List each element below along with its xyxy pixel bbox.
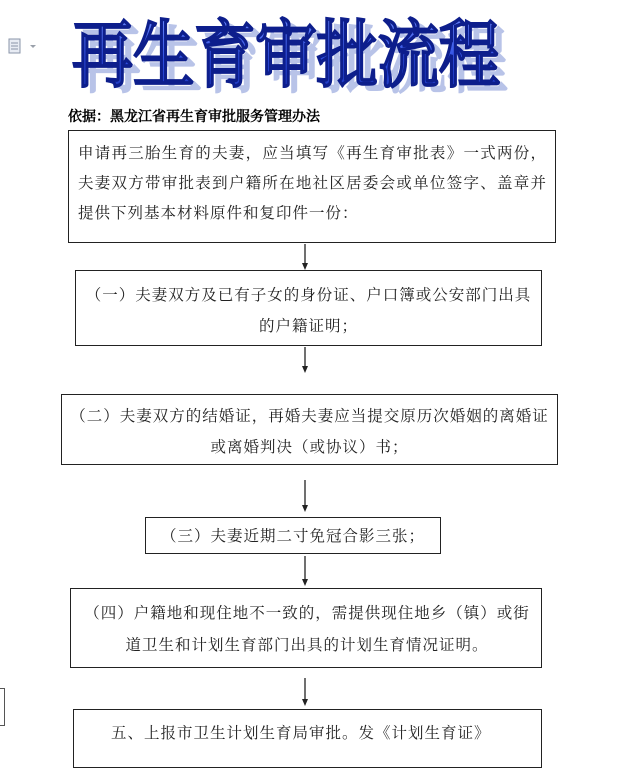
page-edge-marker xyxy=(0,688,5,726)
title-shadow: 再生育审批流程 xyxy=(80,19,508,96)
flow-arrow-4 xyxy=(304,556,306,586)
basis-line: 依据：黑龙江省再生育审批服务管理办法 xyxy=(68,109,320,125)
flow-arrow-1 xyxy=(304,244,306,270)
flow-arrow-5 xyxy=(304,678,306,706)
flow-step-photos: （三）夫妻近期二寸免冠合影三张； xyxy=(145,517,441,554)
document-icon[interactable] xyxy=(8,38,38,54)
flow-step-residence-certificate: （四）户籍地和现住地不一致的，需提供现住地乡（镇）或街道卫生和计划生育部门出具的计划生育情况证明。 xyxy=(70,588,542,668)
flow-step-id-documents: （一）夫妻双方及已有子女的身份证、户口簿或公安部门出具的户籍证明； xyxy=(75,270,542,346)
flow-step-approval: 五、上报市卫生计划生育局审批。发《计划生育证》 xyxy=(73,709,542,768)
flow-arrow-2 xyxy=(304,347,306,373)
title-text: 再生育审批流程 xyxy=(72,13,500,96)
flow-step-application: 申请再三胎生育的夫妻，应当填写《再生育审批表》一式两份，夫妻双方带审批表到户籍所在地社区居委会或单位签字、盖章并提供下列基本材料原件和复印件一份： xyxy=(68,130,556,243)
page-title xyxy=(64,0,524,96)
flow-step-marriage-certificates: （二）夫妻双方的结婚证，再婚夫妻应当提交原历次婚姻的离婚证或离婚判决（或协议）书； xyxy=(61,394,558,465)
flow-arrow-3 xyxy=(304,480,306,512)
